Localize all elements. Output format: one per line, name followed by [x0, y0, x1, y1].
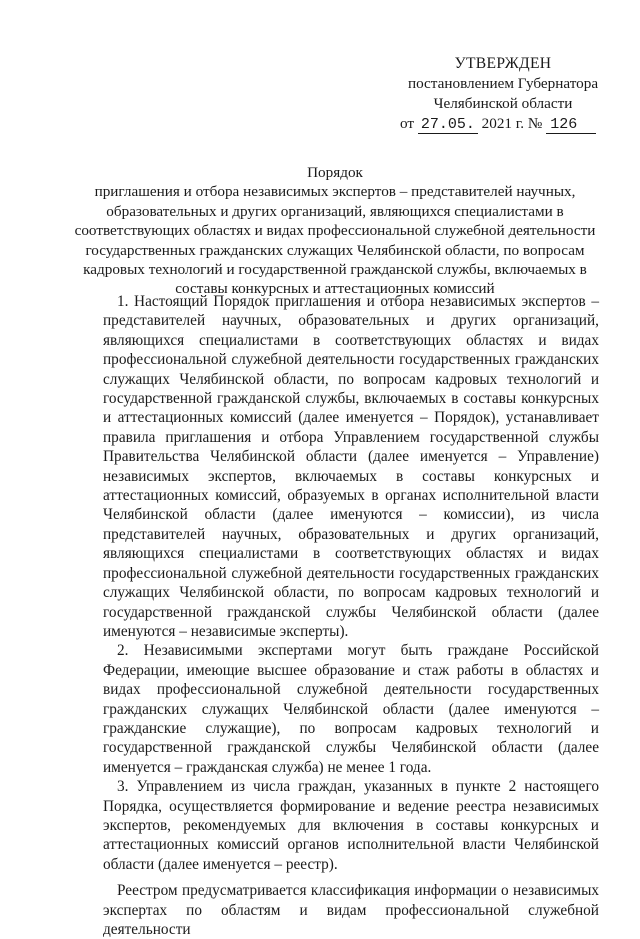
approval-line-region: Челябинской области	[433, 95, 573, 112]
from-label: от	[400, 115, 415, 132]
year-label: 2021 г. №	[481, 115, 543, 132]
title-heading: Порядок	[307, 164, 363, 181]
document-title	[70, 163, 600, 299]
title-subtitle: приглашения и отбора независимых экспертов – представителей научных, образовательных и других организаций, являющихся специалистами в соответствующих областях и видах профессиональной служебной деятельности государственных гражданских служащих Челябинской области, по вопросам кадровых технологий и государственной гражданской службы, включаемых в составы конкурсных и аттестационных комиссий	[74, 183, 596, 298]
approval-number: 126	[546, 116, 596, 134]
document-body	[103, 292, 599, 939]
paragraph-4: Реестром предусматривается классификация информации о независимых экспертах по областям и видам профессиональной служебной деятельности	[103, 882, 599, 938]
approval-line-governor: постановлением Губернатора	[407, 75, 599, 92]
approved-heading: УТВЕРЖДЕН	[454, 55, 552, 72]
approval-stamp	[398, 54, 608, 134]
paragraph-2: 2. Независимыми экспертами могут быть граждане Российской Федерации, имеющие высшее образование и стаж работы в областях и видах профессиональной служебной деятельности государственных гражданских служащих Челябинской области (далее именуются – гражданские служащие), по вопросам кадровых технологий и государственной гражданской службы Челябинской области (далее именуется – гражданская служба) не менее 1 года.	[103, 642, 599, 776]
approval-date-line	[398, 114, 608, 134]
paragraph-1: 1. Настоящий Порядок приглашения и отбора независимых экспертов – представителей научных, образовательных и других организаций, являющихся специалистами в соответствующих областях и видах профессиональной служебной деятельности государственных гражданских служащих Челябинской области, по вопросам кадровых технологий и государственной гражданской службы, включаемых в составы конкурсных и аттестационных комиссий (далее именуется – Порядок), устанавливает правила приглашения и отбора Управлением государственной службы Правительства Челябинской области (далее именуется – Управление) независимых экспертов, включаемых в составы конкурсных и аттестационных комиссий, образуемых в органах исполнительной власти Челябинской области (далее именуются – комиссии), из числа представителей научных, образовательных и других организаций, являющихся специалистами в соответствующих областях и видах профессиональной служебной деятельности государственных гражданских служащих Челябинской области, по вопросам кадровых технологий и государственной гражданской службы Челябинской области (далее именуются – независимые эксперты).	[103, 293, 599, 640]
approval-date: 27.05.	[418, 116, 478, 134]
paragraph-3: 3. Управлением из числа граждан, указанных в пункте 2 настоящего Порядка, осуществляется формирование и ведение реестра независимых экспертов, рекомендуемых для включения в составы конкурсных и аттестационных комиссий органов исполнительной власти Челябинской области (далее именуется – реестр).	[103, 778, 599, 873]
